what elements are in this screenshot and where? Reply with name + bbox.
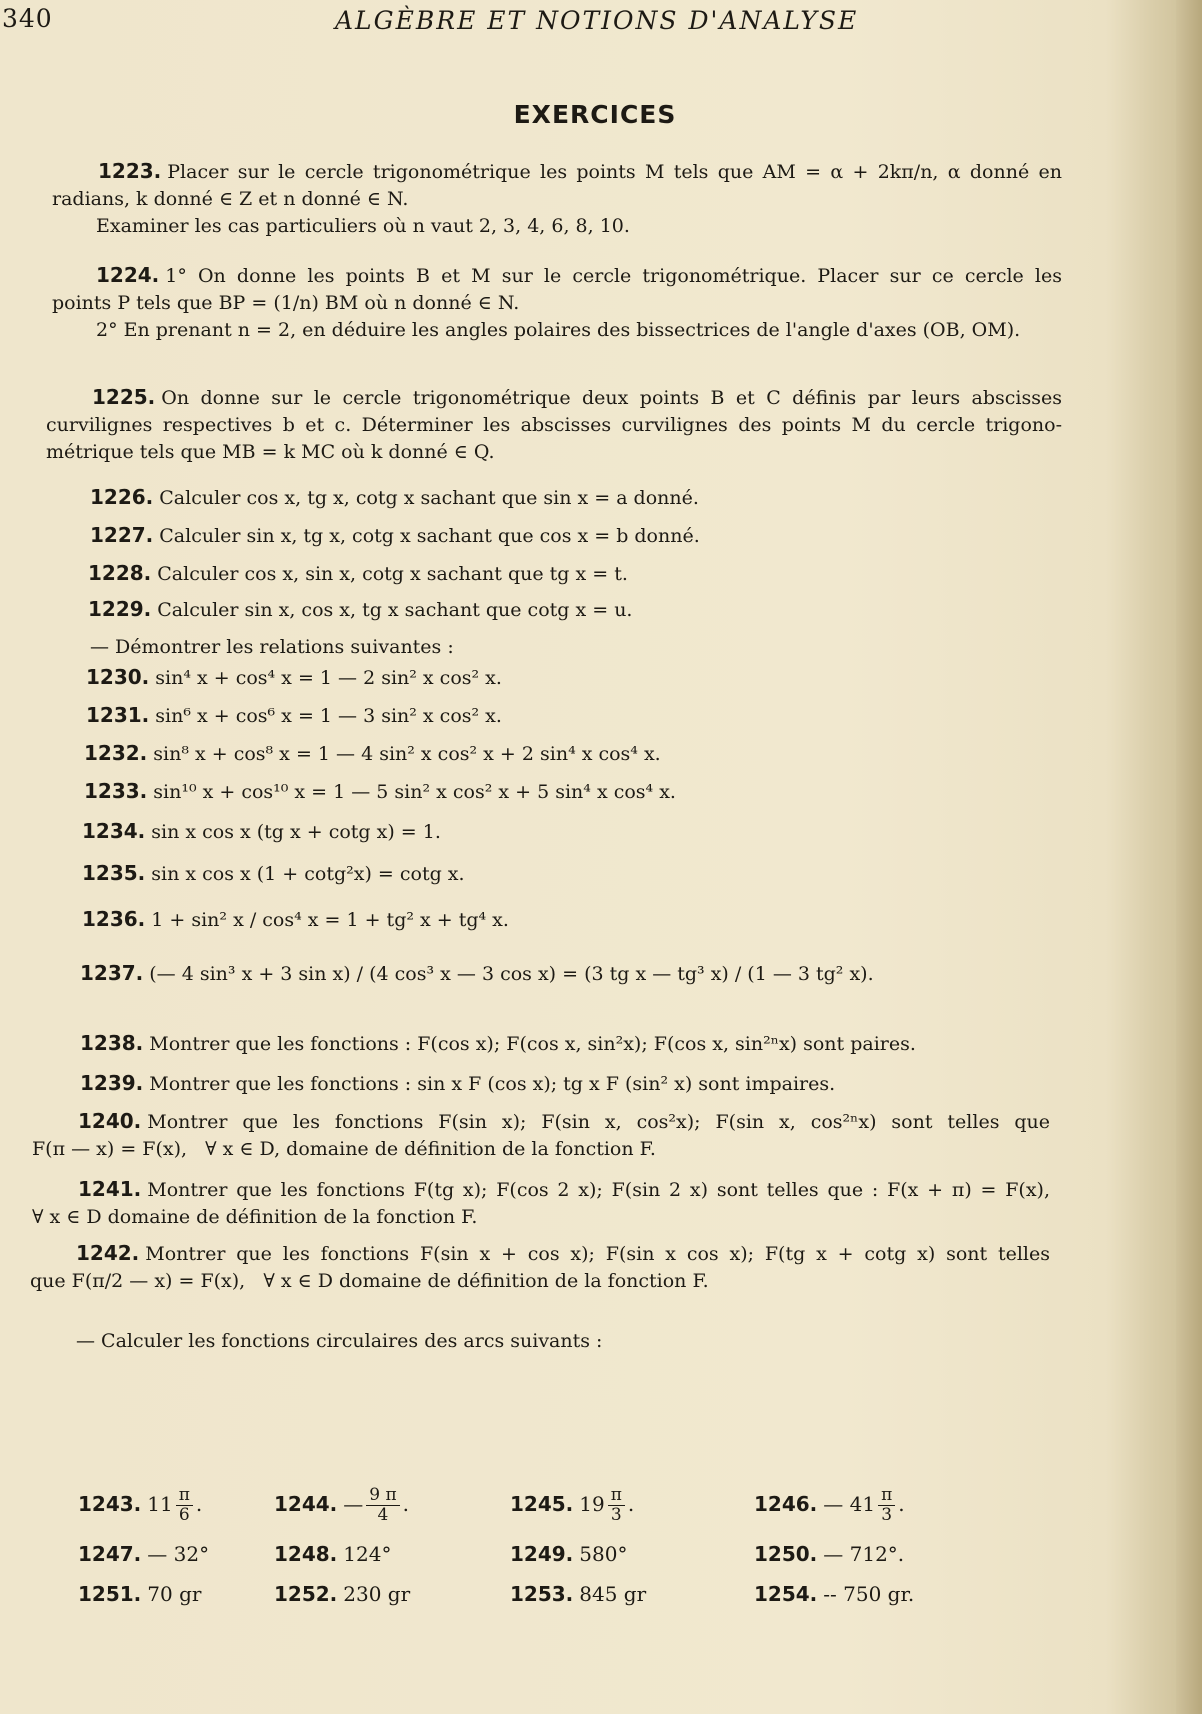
exercise-line [84,778,1064,806]
exercise-text: sin⁴ x + cos⁴ x = 1 — 2 sin² x cos² x. [155,667,502,689]
exercise-number: 1252. [274,1582,338,1606]
exercise-number: 1240. [78,1109,142,1133]
exercise-line [46,439,1062,466]
exercise-number: 1231. [86,703,150,727]
exercise-1242 [30,1240,1050,1295]
exercise-1251 [78,1582,201,1606]
book-spine-shadow [1176,0,1202,1714]
exercise-1243 [78,1486,202,1525]
arc-value: — 712°. [823,1542,905,1566]
fraction-numerator: 9 π [366,1486,399,1506]
fraction-numerator: π [608,1486,625,1506]
exercise-text: Montrer que les fonctions F(tg x); F(cos 2 x); F(sin 2 x) sont telles que : F(x + π) = F(x), [147,1179,1050,1201]
exercise-text: (— 4 sin³ x + 3 sin x) / (4 cos³ x — 3 cos x) = (3 tg x — tg³ x) / (1 — 3 tg² x). [149,963,874,985]
arc-coefficient: 11 [147,1492,173,1516]
exercise-text: Calculer cos x, sin x, cotg x sachant que tg x = t. [157,563,628,585]
arc-fraction [608,1486,625,1525]
running-title: ALGÈBRE ET NOTIONS D'ANALYSE [335,6,859,35]
exercise-text: Montrer que les fonctions : F(cos x); F(cos x, sin²x); F(cos x, sin²ⁿx) sont paires. [149,1033,916,1055]
exercise-text: métrique tels que MB = k MC où k donné ∈ Q. [46,441,495,463]
arcs-row [78,1582,1118,1622]
fraction-denominator: 6 [178,1505,190,1525]
arc-value: — 32° [147,1542,210,1566]
exercise-1250 [754,1542,904,1566]
exercise-line [80,1030,1040,1058]
arc-value: 230 gr [343,1582,411,1606]
exercise-number: 1230. [86,665,150,689]
exercise-1232 [84,740,1064,768]
exercise-number: 1233. [84,779,148,803]
exercise-number: 1238. [80,1031,144,1055]
arc-suffix: . [402,1492,410,1516]
exercise-line [52,317,1062,344]
exercise-text: sin x cos x (tg x + cotg x) = 1. [151,821,441,843]
exercise-number: 1248. [274,1542,338,1566]
exercise-text: 2° En prenant n = 2, en déduire les angles polaires des bissectrices de l'angle d'axes (OB, OM). [96,319,1021,341]
fraction-numerator: π [878,1486,895,1506]
exercise-instruction [76,1328,1056,1355]
exercise-line [52,290,1062,317]
arc-coefficient: — 41 [823,1492,876,1516]
exercise-number: 1243. [78,1492,142,1516]
exercise-1246 [754,1486,905,1525]
exercise-text: Placer sur le cercle trigonométrique les points M tels que AM = α + 2kπ/n, α donné en [167,161,1062,183]
exercise-1245 [510,1486,634,1525]
exercise-number: 1226. [90,485,154,509]
fraction-denominator: 4 [377,1505,389,1525]
exercise-1228 [88,560,1068,588]
exercise-number: 1254. [754,1582,818,1606]
arcs-grid [78,1486,1118,1622]
arc-suffix: . [195,1492,203,1516]
exercise-number: 1224. [96,263,160,287]
exercise-line [90,484,1070,512]
exercise-1225 [46,384,1062,466]
exercise-1248 [274,1542,391,1566]
exercise-line [76,1328,1056,1355]
exercise-1229 [88,596,1068,624]
exercise-1234 [82,818,1062,846]
exercise-line [82,906,1062,934]
exercise-number: 1227. [90,523,154,547]
exercise-number: 1234. [82,819,146,843]
exercise-number: 1235. [82,861,146,885]
exercise-line [80,1070,1040,1098]
exercise-text: On donne sur le cercle trigonométrique deux points B et C définis par leurs abscisses [161,387,1062,409]
arcs-row [78,1542,1118,1582]
page-header [0,4,1202,44]
exercise-number: 1239. [80,1071,144,1095]
exercise-line [82,860,1062,888]
exercise-1224 [52,262,1062,344]
arc-value: 845 gr [579,1582,647,1606]
exercise-text: Calculer sin x, cos x, tg x sachant que cotg x = u. [157,599,633,621]
exercise-text: Calculer cos x, tg x, cotg x sachant que sin x = a donné. [159,487,699,509]
exercise-1253 [510,1582,646,1606]
exercise-line [52,262,1062,290]
exercise-line [88,596,1068,624]
exercise-1238 [80,1030,1040,1058]
exercise-number: 1223. [98,159,162,183]
exercise-text: sin⁶ x + cos⁶ x = 1 — 3 sin² x cos² x. [155,705,502,727]
exercise-line [84,740,1064,768]
exercise-number: 1242. [76,1241,140,1265]
exercise-number: 1241. [78,1177,142,1201]
exercise-number: 1228. [88,561,152,585]
exercise-line [90,634,1070,661]
exercise-1254 [754,1582,914,1606]
arc-fraction [366,1486,399,1525]
fraction-denominator: 3 [610,1505,622,1525]
exercise-line [32,1176,1050,1204]
exercise-line [32,1108,1050,1136]
exercise-text: sin⁸ x + cos⁸ x = 1 — 4 sin² x cos² x + 2 sin⁴ x cos⁴ x. [153,743,661,765]
exercise-number: 1225. [92,385,156,409]
exercise-line [86,664,1066,692]
exercise-number: 1244. [274,1492,338,1516]
arcs-row [78,1486,1118,1542]
exercise-text: points P tels que BP = (1/n) BM où n donné ∈ N. [52,292,520,314]
exercise-instruction [90,634,1070,661]
exercise-1233 [84,778,1064,806]
exercise-number: 1247. [78,1542,142,1566]
exercise-text: curvilignes respectives b et c. Déterminer les abscisses curvilignes des points M du cercle trigono- [46,414,1062,436]
exercise-line [88,560,1068,588]
exercise-1241 [32,1176,1050,1231]
exercise-line [52,213,1062,240]
exercise-line [82,818,1062,846]
exercise-1237 [80,960,1060,988]
exercise-1230 [86,664,1066,692]
exercise-number: 1237. [80,961,144,985]
exercise-line [52,158,1062,186]
exercise-text: F(π — x) = F(x), ∀ x ∈ D, domaine de définition de la fonction F. [32,1138,656,1160]
arc-suffix: . [898,1492,905,1516]
arc-suffix: . [627,1492,635,1516]
exercise-number: 1249. [510,1542,574,1566]
exercise-text: sin x cos x (1 + cotg²x) = cotg x. [151,863,465,885]
exercise-text: sin¹⁰ x + cos¹⁰ x = 1 — 5 sin² x cos² x + 5 sin⁴ x cos⁴ x. [153,781,676,803]
exercise-line [30,1240,1050,1268]
exercise-1223 [52,158,1062,240]
exercise-text: Calculer sin x, tg x, cotg x sachant que cos x = b donné. [159,525,700,547]
exercise-text: radians, k donné ∈ Z et n donné ∈ N. [52,188,409,210]
exercise-line [86,702,1066,730]
exercise-1247 [78,1542,209,1566]
exercise-text: — Démontrer les relations suivantes : [90,636,454,658]
exercise-line [90,522,1070,550]
exercise-number: 1229. [88,597,152,621]
exercise-1239 [80,1070,1040,1098]
page-number: 340 [2,4,53,33]
section-title: EXERCICES [513,100,677,129]
exercise-text: 1° On donne les points B et M sur le cercle trigonométrique. Placer sur ce cercle les [165,265,1062,287]
exercise-1252 [274,1582,410,1606]
exercise-1240 [32,1108,1050,1163]
arc-value: 580° [579,1542,628,1566]
exercise-number: 1232. [84,741,148,765]
exercise-line [32,1136,1050,1163]
exercise-1244 [274,1486,409,1525]
exercise-text: ∀ x ∈ D domaine de définition de la fonction F. [32,1206,478,1228]
exercise-line [80,960,1060,988]
arc-fraction [878,1486,895,1525]
exercise-1236 [82,906,1062,934]
exercise-number: 1250. [754,1542,818,1566]
exercise-1227 [90,522,1070,550]
arc-value: 70 gr [147,1582,202,1606]
exercise-text: 1 + sin² x / cos⁴ x = 1 + tg² x + tg⁴ x. [151,909,509,931]
exercise-1226 [90,484,1070,512]
exercise-1249 [510,1542,627,1566]
arc-value: 124° [343,1542,392,1566]
exercise-text: que F(π/2 — x) = F(x), ∀ x ∈ D domaine de définition de la fonction F. [30,1270,709,1292]
exercise-number: 1245. [510,1492,574,1516]
exercise-line [30,1268,1050,1295]
exercise-line [52,186,1062,213]
exercise-1231 [86,702,1066,730]
exercise-text: Montrer que les fonctions : sin x F (cos x); tg x F (sin² x) sont impaires. [149,1073,836,1095]
exercise-text: — Calculer les fonctions circulaires des arcs suivants : [76,1330,603,1352]
exercise-number: 1236. [82,907,146,931]
arc-fraction [176,1486,193,1525]
fraction-numerator: π [176,1486,193,1506]
arc-value: -- 750 gr. [823,1582,915,1606]
exercise-text: Montrer que les fonctions F(sin x); F(sin x, cos²x); F(sin x, cos²ⁿx) sont telles que [147,1111,1050,1133]
exercise-text: Examiner les cas particuliers où n vaut 2, 3, 4, 6, 8, 10. [96,215,630,237]
exercise-text: Montrer que les fonctions F(sin x + cos x); F(sin x cos x); F(tg x + cotg x) sont telles [145,1243,1050,1265]
exercise-line [46,384,1062,412]
exercise-1235 [82,860,1062,888]
exercise-line [46,412,1062,439]
exercise-number: 1246. [754,1492,818,1516]
exercise-line [32,1204,1050,1231]
exercise-number: 1251. [78,1582,142,1606]
arc-coefficient: 19 [579,1492,605,1516]
arc-coefficient: — [343,1492,364,1516]
exercise-number: 1253. [510,1582,574,1606]
fraction-denominator: 3 [881,1505,893,1525]
